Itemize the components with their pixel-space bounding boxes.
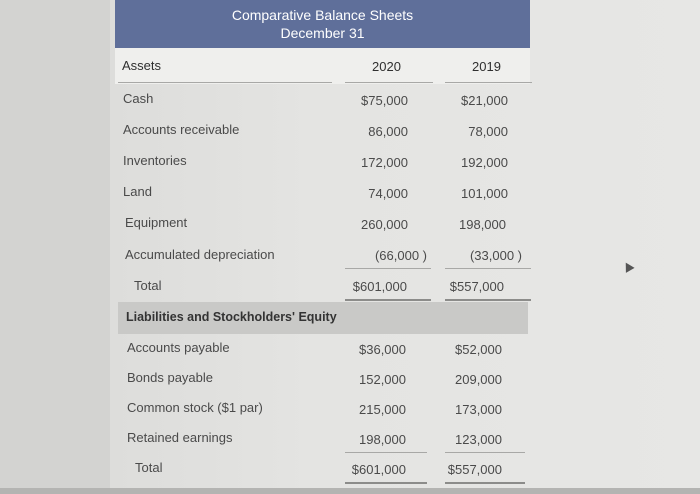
- asset-2019-land: 101,000: [461, 186, 508, 201]
- asset-2020-total: $601,000: [352, 279, 407, 294]
- asset-2020-cash: $75,000: [361, 93, 408, 108]
- asset-2020-receivable: 86,000: [368, 124, 408, 139]
- liability-label-common-stock: Common stock ($1 par): [127, 400, 263, 415]
- subtotal-rule-2020: [345, 268, 431, 269]
- liability-2019-total: $557,000: [447, 462, 502, 477]
- asset-label-inventories: Inventories: [123, 153, 187, 168]
- liability-label-accounts-payable: Accounts payable: [127, 340, 230, 355]
- liability-2020-bonds-payable: 152,000: [359, 372, 406, 387]
- liability-total-rule-2020: [345, 482, 427, 484]
- liability-2019-accounts-payable: $52,000: [455, 342, 502, 357]
- table-title-band: [115, 0, 530, 48]
- header-rule-label: [118, 82, 332, 83]
- asset-2019-total: $557,000: [449, 279, 504, 294]
- left-margin: [0, 0, 110, 494]
- liability-2020-total: $601,000: [351, 462, 406, 477]
- asset-2020-accumulated-depreciation: (66,000 ): [374, 248, 427, 263]
- asset-2019-accumulated-depreciation: (33,000 ): [469, 248, 522, 263]
- asset-label-receivable: Accounts receivable: [123, 122, 240, 137]
- column-header-2019: 2019: [472, 59, 501, 74]
- asset-label-equipment: Equipment: [125, 215, 188, 230]
- asset-2020-land: 74,000: [368, 186, 408, 201]
- liability-2020-common-stock: 215,000: [359, 402, 406, 417]
- table-title: Comparative Balance Sheets: [231, 7, 414, 23]
- liability-subtotal-rule-2019: [445, 452, 525, 453]
- asset-label-total: Total: [134, 278, 162, 293]
- liability-2020-retained-earnings: 198,000: [359, 432, 406, 447]
- liability-2019-common-stock: 173,000: [455, 402, 502, 417]
- asset-2019-equipment: 198,000: [459, 217, 506, 232]
- liability-label-retained-earnings: Retained earnings: [127, 430, 233, 445]
- asset-2019-receivable: 78,000: [468, 124, 508, 139]
- total-rule-2019: [445, 299, 531, 301]
- liability-2019-bonds-payable: 209,000: [455, 372, 502, 387]
- asset-label-accumulated-depreciation: Accumulated depreciation: [125, 247, 275, 262]
- asset-2019-inventories: 192,000: [461, 155, 508, 170]
- table-subtitle: December 31: [280, 25, 365, 41]
- liability-2019-retained-earnings: 123,000: [455, 432, 502, 447]
- header-rule-2020: [345, 82, 433, 83]
- header-rule-2019: [445, 82, 532, 83]
- asset-2020-inventories: 172,000: [361, 155, 408, 170]
- liabilities-header: Liabilities and Stockholders' Equity: [126, 310, 337, 324]
- total-rule-2020: [345, 299, 431, 301]
- assets-header: Assets: [122, 58, 162, 73]
- column-header-row: [115, 48, 530, 84]
- column-header-2020: 2020: [372, 59, 401, 74]
- asset-label-cash: Cash: [123, 91, 154, 106]
- liability-total-rule-2019: [445, 482, 525, 484]
- bottom-edge: [0, 488, 700, 494]
- liability-subtotal-rule-2020: [345, 452, 427, 453]
- liability-label-total: Total: [135, 460, 163, 475]
- asset-label-land: Land: [123, 184, 152, 199]
- liability-label-bonds-payable: Bonds payable: [127, 370, 214, 385]
- asset-2019-cash: $21,000: [461, 93, 508, 108]
- subtotal-rule-2019: [445, 268, 531, 269]
- liability-2020-accounts-payable: $36,000: [359, 342, 406, 357]
- asset-2020-equipment: 260,000: [361, 217, 408, 232]
